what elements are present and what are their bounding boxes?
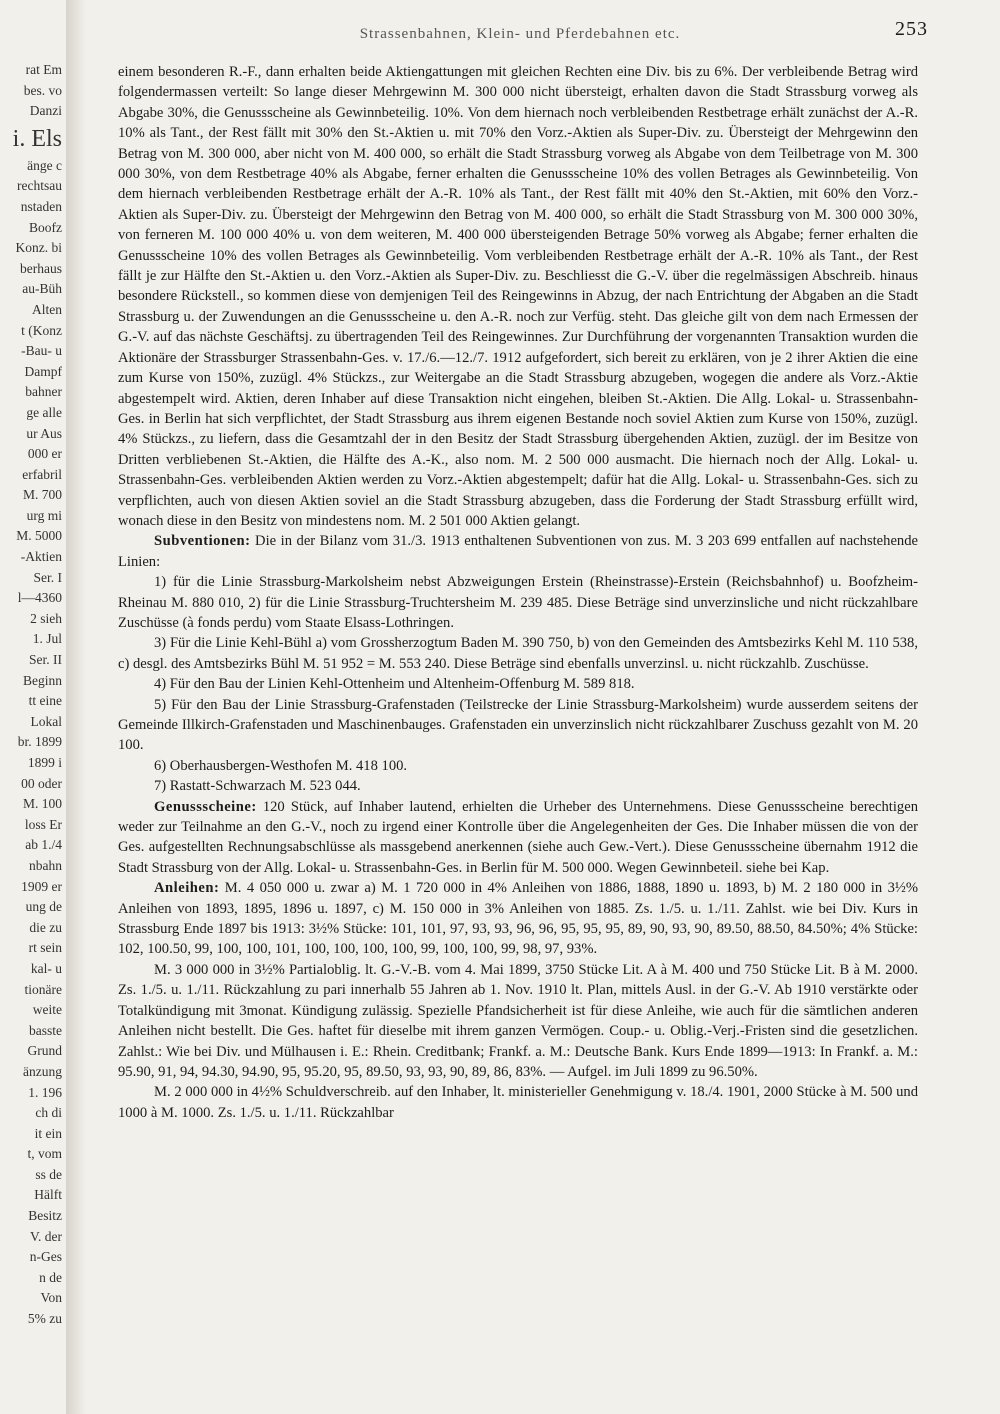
anleihen-text: M. 4 050 000 u. zwar a) M. 1 720 000 in 4% Anleihen von 1886, 1888, 1890 u. 1893, b) M. 2 180 000 in 3½% Anleihen von 1893, 1895, 1896 u. 1897, c) M. 150 000 in 3% Anleihen von 1885. Zs. 1./5. u. 1./11. Zahlst. wie bei Div. Kurs in Strassburg Ende 1897 bis 1913: 3½% Stücke: 101, 101, 97, 93, 93, 96, 96, 95, 95, 95, 89, 90, 93, 90, 89.50, 88.50, 84.50%; 4% Stücke: 102, 100.50, 99, 100, 100, 101, 100, 100, 100, 100, 99, 100, 100, 99, 98, 97, 93%. <box>118 880 918 958</box>
facing-page-fragment: V. der <box>30 1228 62 1244</box>
facing-page-fragment: weite <box>32 1002 62 1018</box>
facing-page-fragment: Dampf <box>24 363 62 379</box>
facing-page-fragment: 1899 i <box>27 755 62 770</box>
facing-page-fragment: 2 sieh <box>30 610 62 626</box>
facing-page-fragment: M. 5000 <box>16 528 62 544</box>
facing-page-fragment: ab 1./4 <box>25 837 62 853</box>
facing-page-fragment: ge alle <box>26 404 62 420</box>
facing-page-fragment: rt sein <box>28 940 62 956</box>
facing-page-fragment: ss de <box>35 1166 62 1182</box>
facing-page-fragment: t (Konz <box>21 322 62 338</box>
facing-page-fragment: Hälft <box>34 1187 62 1203</box>
facing-page-fragment: n-Ges <box>29 1249 62 1265</box>
facing-page-fragment: 00 oder <box>21 775 62 791</box>
paragraph-subvention-7: 7) Rastatt-Schwarzach M. 523 044. <box>154 778 361 795</box>
facing-page-fragment: i. Els <box>12 125 62 152</box>
facing-page-fragment: -Aktien <box>20 549 62 565</box>
main-text <box>118 62 918 1362</box>
facing-page-fragment: Konz. bi <box>15 240 62 256</box>
facing-page-fragment: l—4360 <box>17 590 62 606</box>
facing-page-fragments <box>0 60 66 1390</box>
facing-page-fragment: Ser. I <box>33 569 62 585</box>
facing-page-fragment: änzung <box>23 1063 62 1079</box>
facing-page-fragment: Lokal <box>30 713 62 729</box>
facing-page-fragment: 1. Jul <box>32 631 62 647</box>
subventionen-text: Die in der Bilanz vom 31./3. 1913 enthaltenen Subventionen von zus. M. 3 203 699 entfallen auf nachstehende Linien: <box>118 533 918 570</box>
facing-page-fragment: nstaden <box>20 198 62 214</box>
facing-page-fragment: Ser. II <box>29 652 62 668</box>
paragraph-subventionen <box>118 531 918 572</box>
facing-page-fragment: au-Büh <box>22 281 62 297</box>
page-header <box>120 18 928 46</box>
facing-page-fragment: tt eine <box>28 693 62 709</box>
gutter-shadow <box>66 0 86 1414</box>
facing-page-fragment: bes. vo <box>23 82 62 98</box>
facing-page-fragment: ch di <box>35 1105 62 1121</box>
facing-page-fragment: 000 er <box>27 446 62 462</box>
facing-page-fragment: 1909 er <box>21 878 62 894</box>
facing-page-fragment: kal- u <box>30 960 62 976</box>
facing-page-fragment: 5% zu <box>27 1311 62 1327</box>
facing-page-fragment: berhaus <box>20 260 62 276</box>
facing-page-fragment: erfabril <box>22 466 62 482</box>
facing-page-fragment: rat Em <box>25 62 62 77</box>
facing-page-fragment: -Bau- u <box>21 343 62 359</box>
facing-page-fragment: Boofz <box>29 219 62 235</box>
facing-page-fragment: urg mi <box>26 507 62 523</box>
genussscheine-text: 120 Stück, auf Inhaber lautend, erhielten die Urheber des Unternehmens. Diese Genussscheine berechtigen weder zur Teilnahme an den G.-V., noch zu irgend einer Kontrolle über die Angelegenheiten der Ges. Die Inhaber müssen die von der Ges. aufgestellten Rechnungsabschlüsse als massgebend anerkennen (siehe auch Gew.-Vert.). Diese Genussscheine übernahm 1912 die Stadt Strassburg von der Allg. Lokal- u. Strassenbahn-Ges. in Berlin für M. 500 000. Wegen Gewinnbeteil. siehe bei Kap. <box>118 798 918 876</box>
facing-page-fragment: änge c <box>27 157 62 173</box>
facing-page-fragment: loss Er <box>24 816 62 832</box>
facing-page-fragment: basste <box>29 1022 62 1038</box>
running-title: Strassenbahnen, Klein- und Pferdebahnen etc. <box>359 26 681 42</box>
paragraph-subvention-3: 3) Für die Linie Kehl-Bühl a) vom Grossherzogtum Baden M. 390 750, b) von den Gemeinden des Amtsbezirks Kehl M. 110 538, c) desgl. des Amtsbezirks Bühl M. 51 952 = M. 553 240. Diese Beträge sind ebenfalls unverzinsl. u. nicht rückzahlb. Zuschüsse. <box>118 635 918 672</box>
facing-page-fragment: M. 700 <box>22 487 62 503</box>
paragraph-genussscheine <box>118 797 918 879</box>
facing-page-fragment: nbahn <box>29 857 62 873</box>
paragraph-schuldverschreibungen: M. 2 000 000 in 4½% Schuldverschreib. auf den Inhaber, lt. ministerieller Genehmigung v. 18./4. 1901, 2000 Stücke à M. 500 und 1000 à M. 1000. Zs. 1./5. u. 1./11. Rückzahlbar <box>118 1084 918 1121</box>
facing-page-fragment: Besitz <box>28 1208 62 1224</box>
paragraph-partialobligationen: M. 3 000 000 in 3½% Partialoblig. lt. G.-V.-B. vom 4. Mai 1899, 3750 Stücke Lit. A à M. 400 und 750 Stücke Lit. B à M. 2000. Zs. 1./5. u. 1./11. Rückzahlung zu pari innerhalb 55 Jahren ab 1. Nov. 1910 lt. Plan, mittels Ausl. in der G.-V. Ab 1910 verstärkte oder Totalkündigung mit 3monat. Kündigung zulässig. Spezielle Pfandsicherheit ist für diese Anleihe, wie auch für die sämtlichen anderen Anleihen nicht bestellt. Die Ges. haftet für dieselbe mit ihrem ganzen Vermögen. Coup.- u. Oblig.-Verj.-Fristen sind die gesetzlichen. Zahlst.: Wie bei Div. und Mülhausen i. E.: Rhein. Creditbank; Frankf. a. M.: Deutsche Bank. Kurs Ende 1899—1913: In Frankf. a. M.: 95.90, 91, 94, 94.30, 94.90, 95, 95.20, 95, 89.50, 93, 93, 90, 89, 86, 83%. — Aufgel. im Juli 1899 zu 96.50%. <box>118 961 918 1080</box>
facing-page-fragment: Danzi <box>29 103 62 119</box>
facing-page-fragment: t, vom <box>27 1146 62 1162</box>
section-label-genussscheine: Genussscheine: <box>154 798 257 815</box>
facing-page-fragment: Beginn <box>23 672 62 688</box>
paragraph-anleihen <box>118 878 918 960</box>
paragraph-subvention-5: 5) Für den Bau der Linie Strassburg-Grafenstaden (Teilstrecke der Linie Strassburg-Markolsheim) wurde ausserdem seitens der Gemeinde Illkirch-Grafenstaden und Maschinenbauges. Grafenstaden ein unverzinslich nicht rückzahlbarer Zuschuss gezahlt von M. 20 100. <box>118 696 918 754</box>
facing-page-fragment: it ein <box>34 1125 62 1141</box>
paragraph-subvention-4: 4) Für den Bau der Linien Kehl-Ottenheim und Altenheim-Offenburg M. 589 818. <box>154 676 635 693</box>
facing-page-fragment: 1. 196 <box>28 1084 62 1100</box>
paragraph-subvention-1-2: 1) für die Linie Strassburg-Markolsheim nebst Abzweigungen Erstein (Rheinstrasse)-Erstein (Reichsbahnhof) u. Boofzheim-Rheinau M. 880 010, 2) für die Linie Strassburg-Truchtersheim M. 239 485. Diese Beträge sind unverzinsliche und nicht rückzahlbare Zuschüsse (à fonds perdu) vom Staate Elsass-Lothringen. <box>118 574 918 631</box>
section-label-anleihen: Anleihen: <box>154 880 220 897</box>
facing-page-fragment: Grund <box>27 1043 62 1059</box>
paragraph-dividend-distribution: einem besonderen R.-F., dann erhalten beide Aktiengattungen mit gleichen Rechten eine Div. bis zu 6%. Der verbleibende Betrag wird folgendermassen verteilt: So lange dieser Mehrgewinn M. 300 000 nicht übersteigt, erhalten davon die Stadt Strassburg vorweg als Abgabe 30%, die Genussscheine als Gewinnbeteilig. 10%. Von dem hiernach noch verbleibenden Restbetrage erhält zunächst der A.-R. 10% als Tant., der Rest fällt mit 30% den St.-Aktien u. mit 70% den Vorz.-Aktien als Super-Div. zu. Übersteigt der Mehrgewinn den Betrag von M. 300 000, aber nicht von M. 400 000, so erhält die Stadt Strassburg vorweg als Abgabe von dem Teilbetrage von M. 300 000 30%, von dem Restbetrage 40% als Abgabe, ferner erhalten die Genussscheine 10% des vollen Betrages als Gewinnbeteilig. Von dem hiernach verbleibenden Restbetrage erhält der A.-R. 10% als Tant., der Rest fällt mit 40% den St.-Aktien, mit 60% den Vorz.-Aktien als Super-Div. zu. Übersteigt der Mehrgewinn den Betrag von M. 400 000, so erhält die Stadt Strassburg von M. 300 000 30%, von ferneren M. 100 000 40% u. von dem weiteren, M. 400 000 übersteigenden Betrage 50% vorweg als Abgabe; ferner erhalten die Genussscheine 10% des vollen Betrages als Gewinnbeteilig. Vom verbleibenden Restbetrage erhält der A.-R. 10% als Tant., der Rest fällt je zur Hälfte den St.-Aktien u. den Vorz.-Aktien als Super-Div. zu. Beschliesst die G.-V. über die regelmässigen Abschreib. hinaus besondere Rückstell., so kommen diese von demjenigen Teil des Reingewinns in Abzug, der nach Entrichtung der Abgaben an die Stadt Strassburg u. der Zuwendungen an die Genussscheine u. den A.-R. noch zur Verfüg. steht. Das gleiche gilt von dem nach Ermessen der G.-V. auf das nächste Geschäftsj. zu übertragenden Teil des Reingewinnes. Zur Durchführung der vorgenannten Transaktion wurden die Aktionäre der Strassburger Strassenbahn-Ges. v. 17./6.—12./7. 1912 aufgefordert, sich bereit zu erklären, von je 2 ihrer Aktien die eine zum Kurse von 150%, zuzügl. 4% Stückzs., zur Weitergabe an die Stadt Strassburg abzugeben, wogegen die andere als Vorz.-Aktie abgestempelt wird. Aktien, deren Inhaber auf diese Transaktion nicht eingehen, bleiben St.-Aktien. Die Allg. Lokal- u. Strassenbahn-Ges. in Berlin hat sich verpflichtet, der Stadt Strassburg aus ihrem eigenen Bestande noch soviel Aktien zum Kurse von 150%, zuzügl. 4% Stückzs., zu liefern, dass die Gesamtzahl der in den Besitz der Stadt Strassburg übergehenden Aktien, zuzügl. der im Besitze von Dritten verbliebenen St.-Aktien, die Hälfte des A.-K., also nom. M. 2 500 000 ausmacht. Die hiernach noch der Allg. Lokal- u. Strassenbahn-Ges. verbleibenden Aktien werden zu Vorz.-Aktien abgestempelt; dafür hat die Allg. Lokal- u. Strassenbahn-Ges. sich zu verpflichten, auch von diesen Aktien soviel an die Stadt Strassburg abzugeben, dass die Forderung der Stadt Strassburg erfüllt wird, wonach diese in den Besitz von mindestens nom. M. 2 501 000 Aktien gelangt. <box>118 64 918 529</box>
facing-page-fragment: bahner <box>25 384 62 400</box>
facing-page-fragment: ung de <box>25 899 62 915</box>
facing-page-fragment: tionäre <box>24 981 62 997</box>
facing-page-fragment: br. 1899 <box>17 734 62 750</box>
section-label-subventionen: Subventionen: <box>154 533 251 550</box>
page-number: 253 <box>895 18 928 40</box>
facing-page-fragment: M. 100 <box>22 796 62 812</box>
facing-page-fragment: ur Aus <box>26 425 62 441</box>
facing-page-fragment: Von <box>40 1290 62 1306</box>
facing-page-fragment: Alten <box>32 301 62 317</box>
facing-page-fragment: die zu <box>29 919 62 935</box>
facing-page-fragment: n de <box>39 1269 62 1285</box>
paragraph-subvention-6: 6) Oberhausbergen-Westhofen M. 418 100. <box>154 757 408 774</box>
facing-page-fragment: rechtsau <box>17 178 62 194</box>
